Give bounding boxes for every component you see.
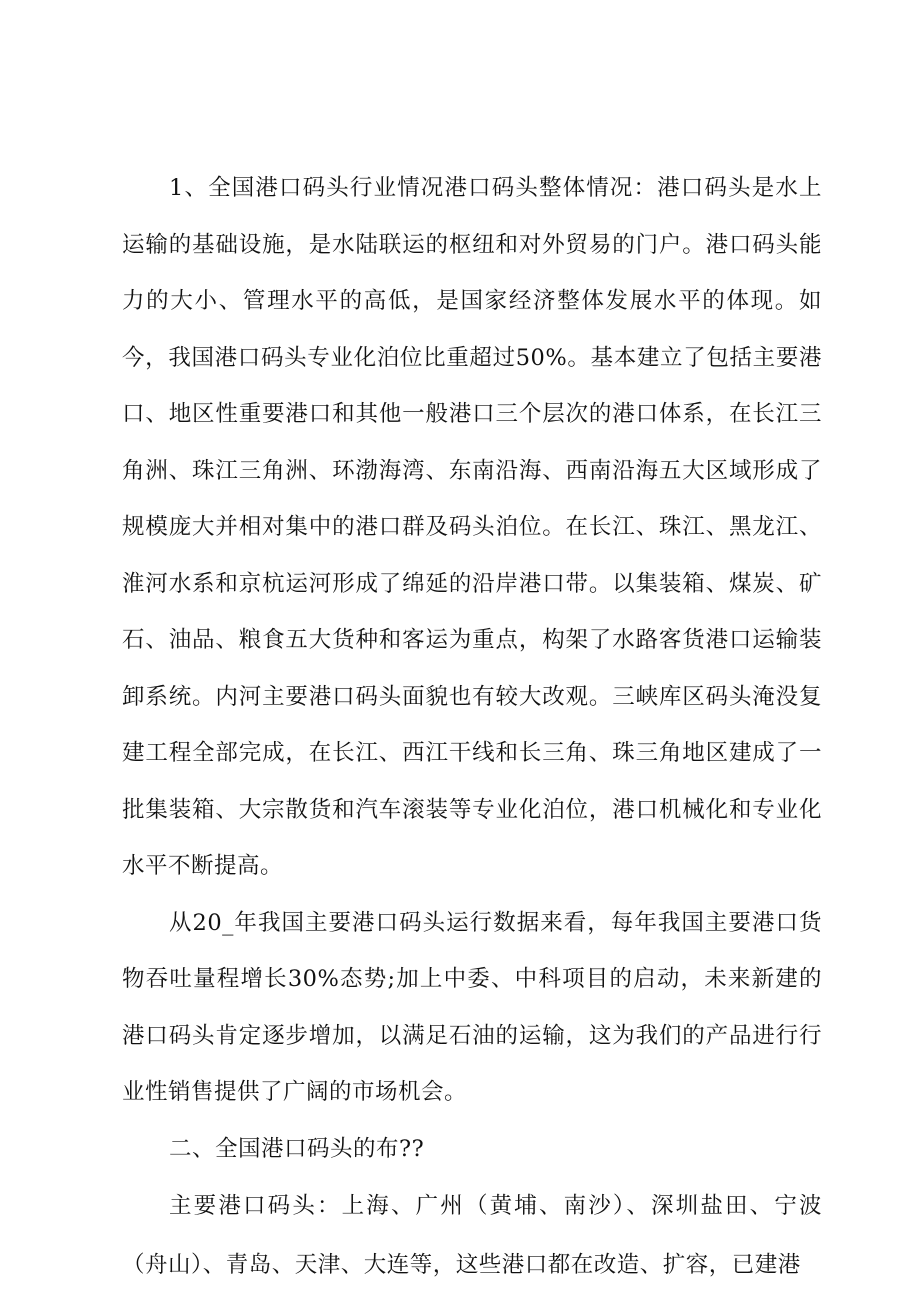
section-heading-distribution: 二、全国港口码头的布?? [169, 1135, 425, 1162]
paragraph-port-overview: 1、全国港口码头行业情况港口码头整体情况：港口码头是水上运输的基础设施，是水陆联运的枢纽和对外贸易的门户。港口码头能力的大小、管理水平的高低，是国家经济整体发展水平的体现。如今，我国港口码头专业化泊位比重超过50%。基本建立了包括主要港口、地区性重要港口和其他一般港口三个层次的港口体系，在长江三角洲、珠江三角洲、环渤海湾、东南沿海、西南沿海五大区域形成了规模庞大并相对集中的港口群及码头泊位。在长江、珠江、黑龙江、淮河水系和京杭运河形成了绵延的沿岸港口带。以集装箱、煤炭、矿石、油品、粮食五大货种和客运为重点，构架了水路客货港口运输装卸系统。内河主要港口码头面貌也有较大改观。三峡库区码头淹没复建工程全部完成，在长江、西江干线和长三角、珠三角地区建成了一批集装箱、大宗散货和汽车滚装等专业化泊位，港口机械化和专业化水平不断提高。 [122, 175, 822, 879]
paragraph-major-ports: 主要港口码头：上海、广州（黄埔、南沙）、深圳盐田、宁波（舟山）、青岛、天津、大连等，这些港口都在改造、扩容，已建港 [122, 1193, 822, 1278]
paragraph-throughput-growth: 从20_年我国主要港口码头运行数据来看，每年我国主要港口货物吞吐量程增长30%态势;加上中委、中科项目的启动，未来新建的港口码头肯定逐步增加，以满足石油的运输，这为我们的产品进行行业性销售提供了广阔的市场机会。 [122, 909, 822, 1105]
document-body [122, 160, 822, 1295]
